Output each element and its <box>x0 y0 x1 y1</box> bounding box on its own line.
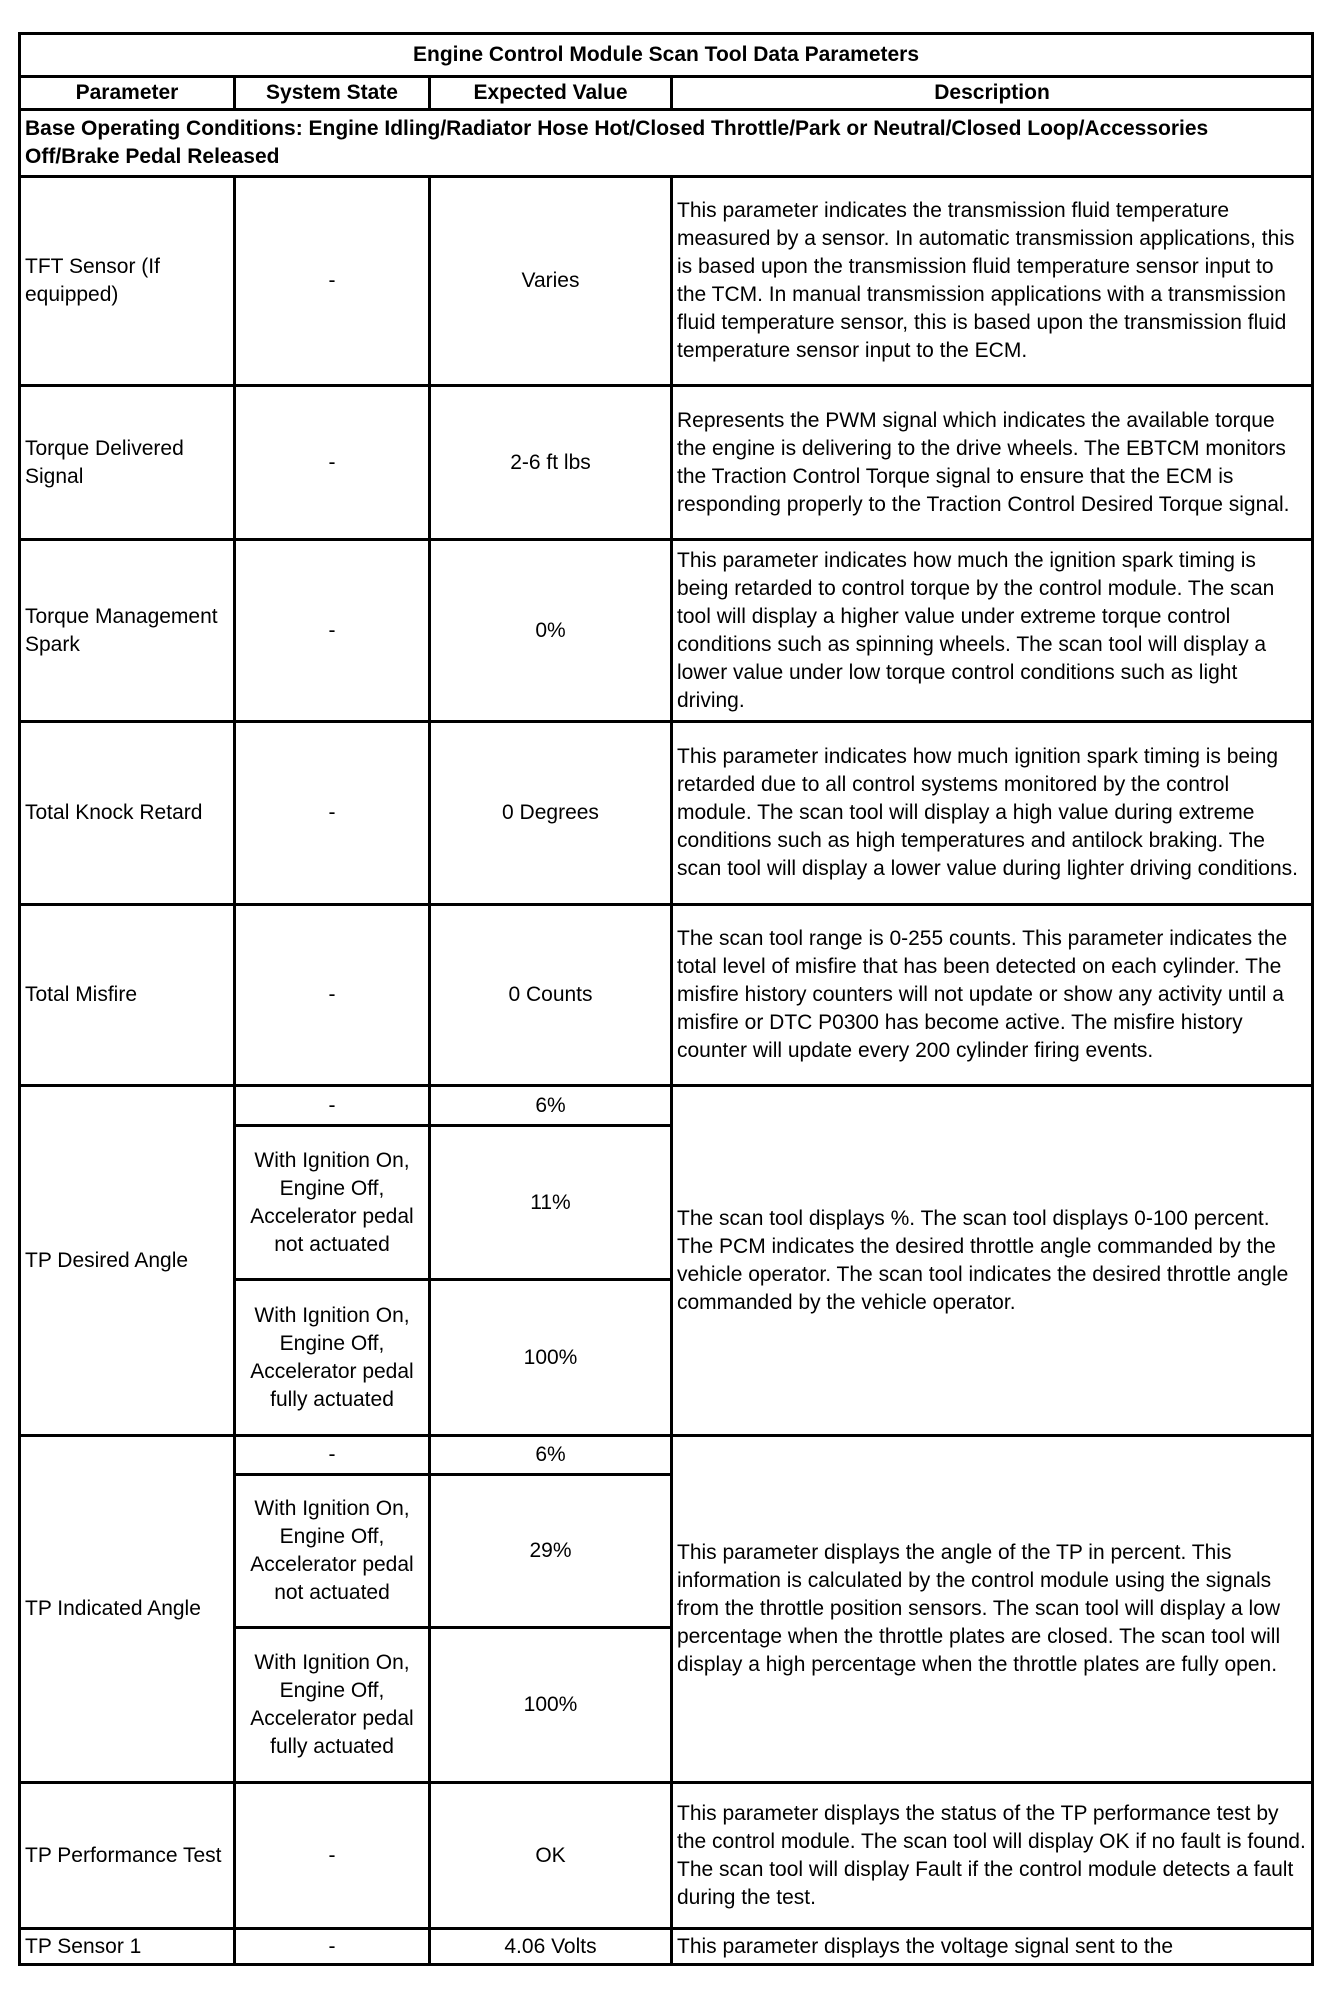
parameter-cell: TP Sensor 1 <box>20 1929 235 1965</box>
parameter-cell: Total Misfire <box>20 905 235 1086</box>
table-row <box>20 177 1313 386</box>
table-row <box>20 1783 1313 1929</box>
expected-value-cell: 100% <box>430 1628 672 1783</box>
table-row <box>20 386 1313 540</box>
column-header-description: Description <box>672 77 1313 110</box>
expected-value-cell: 0% <box>430 540 672 722</box>
system-state-cell: - <box>235 1929 430 1965</box>
system-state-cell: - <box>235 177 430 386</box>
column-header-expected-value: Expected Value <box>430 77 672 110</box>
table-row <box>20 1086 1313 1126</box>
expected-value-cell: 100% <box>430 1280 672 1436</box>
system-state-cell: - <box>235 1436 430 1475</box>
parameter-cell: TFT Sensor (If equipped) <box>20 177 235 386</box>
expected-value-cell: 29% <box>430 1475 672 1628</box>
description-cell: This parameter indicates how much the ignition spark timing is being retarded to control torque by the control module. The scan tool will display a higher value under extreme torque control conditions such as spinning wheels. The scan tool will display a lower value under low torque control conditions such as light driving. <box>672 540 1313 722</box>
table-row <box>20 1929 1313 1965</box>
system-state-cell: - <box>235 540 430 722</box>
expected-value-cell: 6% <box>430 1436 672 1475</box>
description-cell: This parameter indicates the transmission fluid temperature measured by a sensor. In automatic transmission applications, this is based upon the transmission fluid temperature sensor input to the TCM. In manual transmission applications with a transmission fluid temperature sensor, this is based upon the transmission fluid temperature sensor input to the ECM. <box>672 177 1313 386</box>
expected-value-cell: 0 Degrees <box>430 722 672 905</box>
system-state-cell: With Ignition On, Engine Off, Accelerator pedal fully actuated <box>235 1628 430 1783</box>
table-title: Engine Control Module Scan Tool Data Parameters <box>20 34 1313 77</box>
description-cell: The scan tool displays %. The scan tool displays 0-100 percent. The PCM indicates the desired throttle angle commanded by the vehicle operator. The scan tool indicates the desired throttle angle commanded by the vehicle operator. <box>672 1086 1313 1436</box>
description-cell: This parameter indicates how much ignition spark timing is being retarded due to all control systems monitored by the control module. The scan tool will display a high value during extreme conditions such as high temperatures and antilock braking. The scan tool will display a lower value during lighter driving conditions. <box>672 722 1313 905</box>
expected-value-cell: 6% <box>430 1086 672 1126</box>
table-row <box>20 1436 1313 1475</box>
description-cell: This parameter displays the status of the TP performance test by the control module. The scan tool will display OK if no fault is found. The scan tool will display Fault if the control module detects a fault during the test. <box>672 1783 1313 1929</box>
system-state-cell: With Ignition On, Engine Off, Accelerator pedal fully actuated <box>235 1280 430 1436</box>
parameter-cell: TP Desired Angle <box>20 1086 235 1436</box>
system-state-cell: With Ignition On, Engine Off, Accelerator pedal not actuated <box>235 1475 430 1628</box>
parameter-cell: Torque Delivered Signal <box>20 386 235 540</box>
column-header-system-state: System State <box>235 77 430 110</box>
parameter-cell: TP Indicated Angle <box>20 1436 235 1783</box>
header-row <box>20 77 1313 110</box>
expected-value-cell: 2-6 ft lbs <box>430 386 672 540</box>
expected-value-cell: 11% <box>430 1126 672 1280</box>
scan-tool-data-table <box>18 32 1314 1966</box>
system-state-cell: - <box>235 1783 430 1929</box>
parameter-cell: Total Knock Retard <box>20 722 235 905</box>
description-cell: The scan tool range is 0-255 counts. This parameter indicates the total level of misfire that has been detected on each cylinder. The misfire history counters will not update or show any activity until a misfire or DTC P0300 has become active. The misfire history counter will update every 200 cylinder firing events. <box>672 905 1313 1086</box>
expected-value-cell: OK <box>430 1783 672 1929</box>
base-conditions-row <box>20 110 1313 177</box>
system-state-cell: - <box>235 1086 430 1126</box>
base-conditions: Base Operating Conditions: Engine Idling/Radiator Hose Hot/Closed Throttle/Park or Neutral/Closed Loop/Accessories Off/Brake Pedal Released <box>20 110 1313 177</box>
column-header-parameter: Parameter <box>20 77 235 110</box>
system-state-cell: - <box>235 905 430 1086</box>
expected-value-cell: 4.06 Volts <box>430 1929 672 1965</box>
description-cell: Represents the PWM signal which indicates the available torque the engine is delivering to the drive wheels. The EBTCM monitors the Traction Control Torque signal to ensure that the ECM is responding properly to the Traction Control Desired Torque signal. <box>672 386 1313 540</box>
system-state-cell: - <box>235 722 430 905</box>
parameter-cell: Torque Management Spark <box>20 540 235 722</box>
title-row <box>20 34 1313 77</box>
expected-value-cell: Varies <box>430 177 672 386</box>
parameter-cell: TP Performance Test <box>20 1783 235 1929</box>
table-row <box>20 540 1313 722</box>
table-row <box>20 722 1313 905</box>
system-state-cell: - <box>235 386 430 540</box>
description-cell: This parameter displays the angle of the TP in percent. This information is calculated by the control module using the signals from the throttle position sensors. The scan tool will display a low percentage when the throttle plates are closed. The scan tool will display a high percentage when the throttle plates are fully open. <box>672 1436 1313 1783</box>
expected-value-cell: 0 Counts <box>430 905 672 1086</box>
description-cell: This parameter displays the voltage signal sent to the <box>672 1929 1313 1965</box>
system-state-cell: With Ignition On, Engine Off, Accelerator pedal not actuated <box>235 1126 430 1280</box>
table-row <box>20 905 1313 1086</box>
